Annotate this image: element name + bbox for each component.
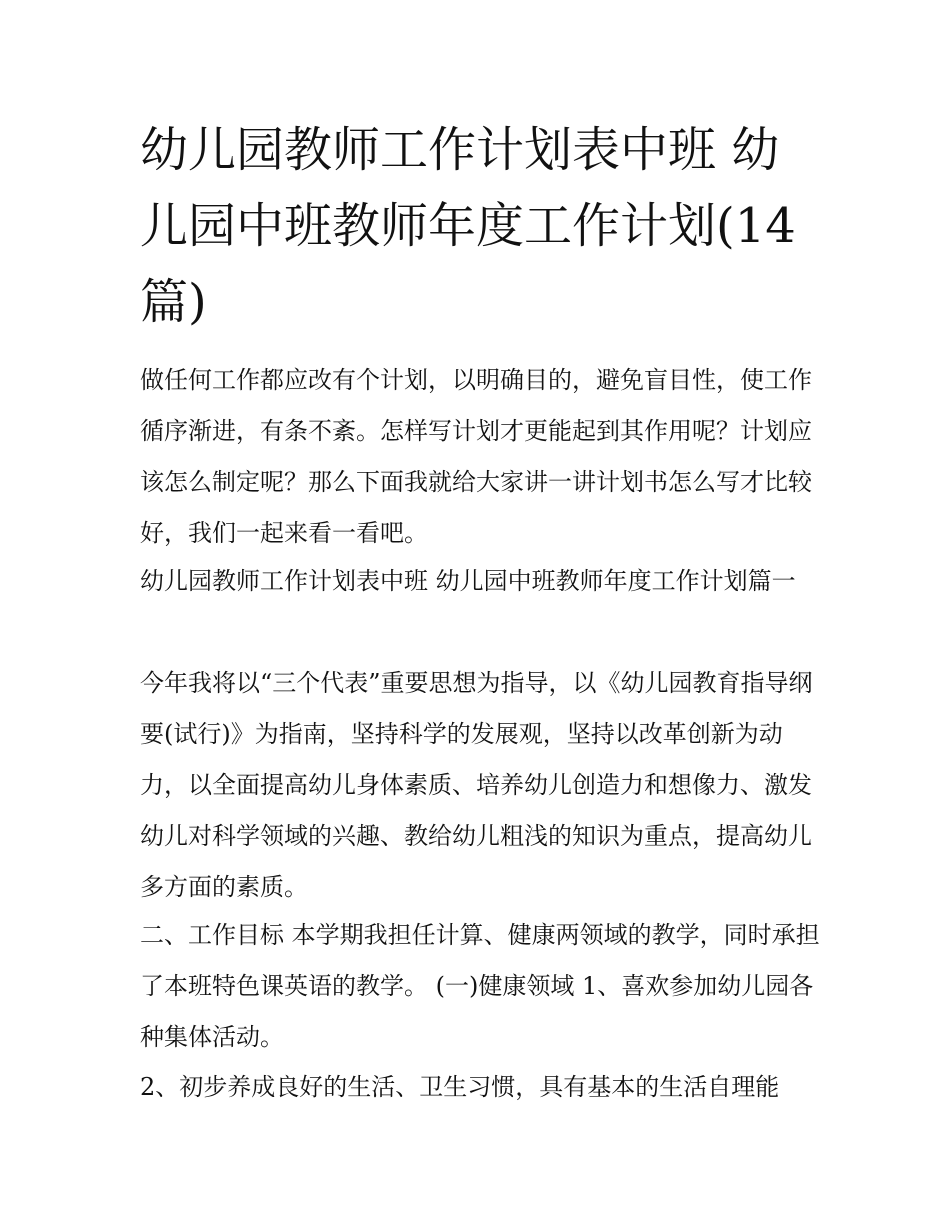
body-paragraph: 今年我将以“三个代表”重要思想为指导，以《幼儿园教育指导纲要(试行)》为指南，坚持科学的发展观，坚持以改革创新为动力，以全面提高幼儿身体素质、培养幼儿创造力和想像力、激发幼儿对科学领域的兴趣、教给幼儿粗浅的知识为重点，提高幼儿多方面的素质。 <box>140 669 813 901</box>
document-title: 幼儿园教师工作计划表中班 幼儿园中班教师年度工作计划(14篇) <box>140 122 796 330</box>
body-paragraph: 二、工作目标 本学期我担任计算、健康两领域的教学，同时承担了本班特色课英语的教学。 (一)健康领域 1、喜欢参加幼儿园各种集体活动。 <box>140 921 820 1051</box>
intro-paragraph: 做任何工作都应改有个计划，以明确目的，避免盲目性，使工作循序渐进，有条不紊。怎样写计划才更能起到其作用呢？计划应该怎么制定呢？那么下面我就给大家讲一讲计划书怎么写才比较好，我们一起来看一看吧。 <box>140 366 812 547</box>
section-heading: 幼儿园教师工作计划表中班 幼儿园中班教师年度工作计划篇一 <box>140 567 796 595</box>
body-paragraph: 2、初步养成良好的生活、卫生习惯，具有基本的生活自理能 <box>140 1073 780 1101</box>
